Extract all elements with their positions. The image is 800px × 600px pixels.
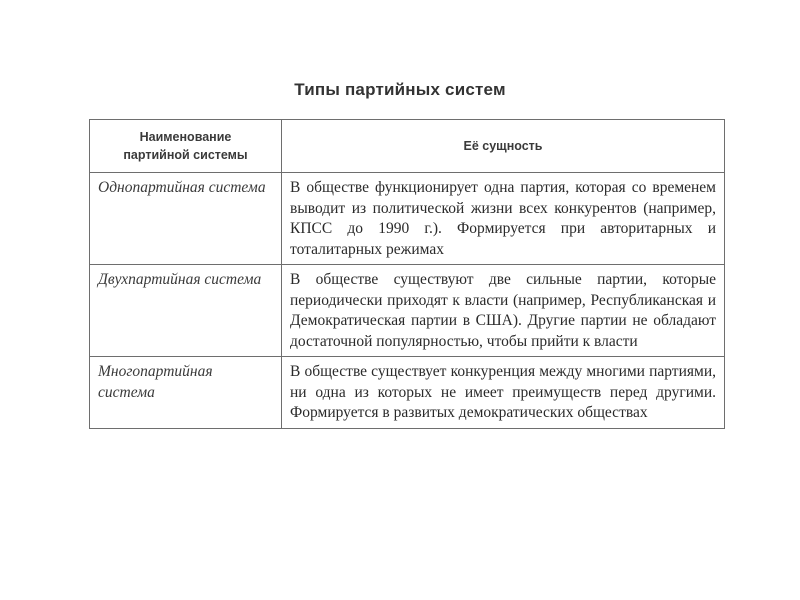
table-title: Типы партийных систем — [294, 80, 506, 99]
header-name-line1: Наименование — [139, 130, 232, 144]
cell-system-name: Однопартийная система — [90, 173, 282, 265]
header-row — [90, 120, 725, 173]
header-name-line2: партийной системы — [123, 148, 248, 162]
table-row-one-party — [90, 173, 725, 265]
cell-system-name: Многопартийная система — [90, 357, 282, 429]
header-name-column — [90, 120, 282, 173]
table-row-multi-party — [90, 357, 725, 429]
cell-system-essence: В обществе функционирует одна партия, которая со временем выводит из политической жизни всех конкурентов (например, КПСС до 1990 г.). Формируется при авторитарных и тоталитарных режимах — [282, 173, 725, 265]
cell-system-name: Двухпартийная система — [90, 265, 282, 357]
cell-system-essence: В обществе существуют две сильные партии, которые периодически приходят к власти (например, Республиканская и Демократическая партии в США). Другие партии не обладают достаточной популярностью, чтобы прийти к власти — [282, 265, 725, 357]
cell-system-essence: В обществе существует конкуренция между многими партиями, ни одна из которых не имеет преимуществ перед другими. Формируется в развитых демократических обществах — [282, 357, 725, 429]
party-systems-table — [89, 119, 725, 429]
header-essence-column: Её сущность — [282, 120, 725, 173]
table-row-two-party — [90, 265, 725, 357]
